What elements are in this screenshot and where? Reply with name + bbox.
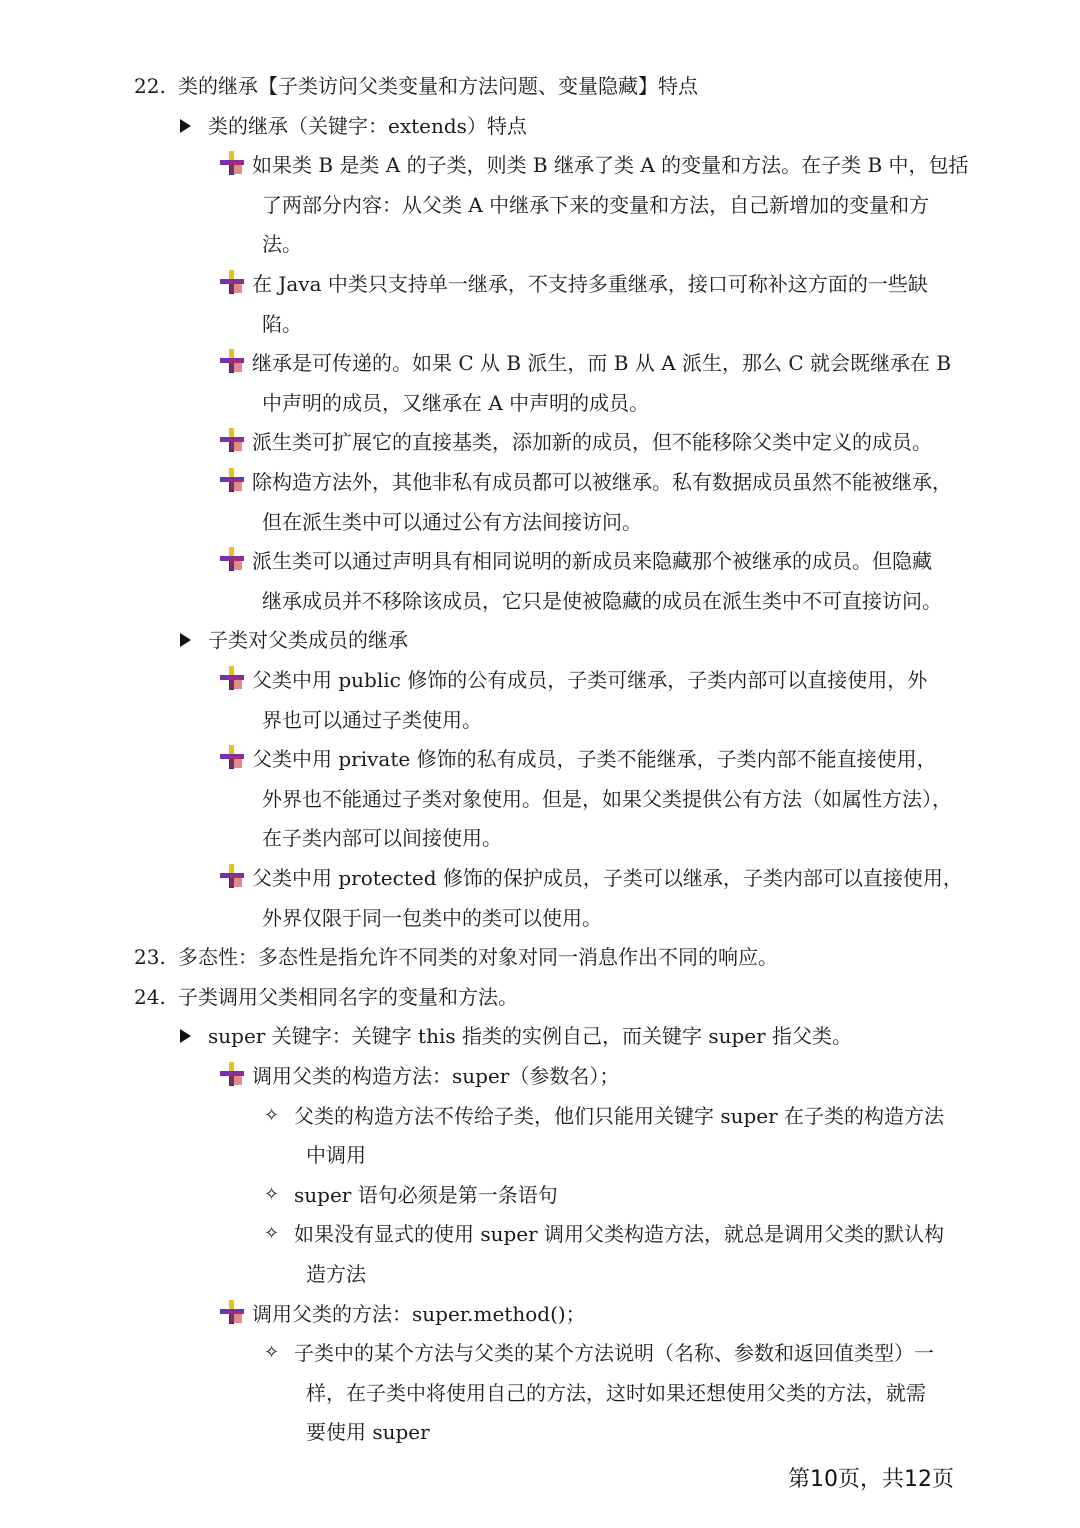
subsection-title: super 关键字：关键字 this 指类的实例自己，而关键字 super 指父类。 — [208, 1024, 853, 1049]
list-item-line: 界也可以通过子类使用。 — [262, 707, 482, 732]
colored-cross-icon — [220, 864, 244, 888]
list-item-line: 派生类可扩展它的直接基类，添加新的成员，但不能移除父类中定义的成员。 — [252, 430, 932, 455]
list-item-line: 外界也不能通过子类对象使用。但是，如果父类提供公有方法（如属性方法）， — [262, 786, 952, 811]
subsection-title: 类的继承（关键字：extends）特点 — [208, 113, 527, 138]
triangle-arrow-icon — [180, 1016, 191, 1056]
diamond-star-icon: ✧ — [264, 1223, 280, 1245]
list-item-line: 中声明的成员，又继承在 A 中声明的成员。 — [262, 390, 650, 415]
list-item-line: 在 Java 中类只支持单一继承，不支持多重继承，接口可称补这方面的一些缺 — [252, 272, 928, 296]
colored-cross-icon — [220, 1062, 244, 1086]
colored-cross-icon — [220, 1300, 244, 1324]
list-item-line: 继承是可传递的。如果 C 从 B 派生，而 B 从 A 派生，那么 C 就会既继承在 B — [252, 351, 952, 376]
colored-cross-icon — [220, 547, 244, 571]
list-item-line: 了两部分内容：从父类 A 中继承下来的变量和方法，自己新增加的变量和方 — [262, 192, 930, 217]
section-title: 多态性：多态性是指允许不同类的对象对同一消息作出不同的响应。 — [178, 945, 778, 970]
sub-item-line: super 语句必须是第一条语句 — [294, 1182, 558, 1207]
list-item-line: 外界仅限于同一包类中的类可以使用。 — [262, 905, 602, 930]
colored-cross-icon — [220, 270, 244, 294]
triangle-arrow-icon — [180, 620, 191, 660]
colored-cross-icon — [220, 151, 244, 175]
list-item-line: 调用父类的方法：super.method()； — [252, 1301, 586, 1326]
colored-cross-icon — [220, 745, 244, 769]
list-item-line: 父类中用 public 修饰的公有成员，子类可继承，子类内部可以直接使用，外 — [252, 668, 928, 692]
list-item-line: 继承成员并不移除该成员，它只是使被隐藏的成员在派生类中不可直接访问。 — [262, 588, 942, 613]
list-item-line: 但在派生类中可以通过公有方法间接访问。 — [262, 509, 642, 534]
sub-item-line: 造方法 — [306, 1262, 366, 1286]
triangle-arrow-icon — [180, 106, 191, 146]
colored-cross-icon — [220, 666, 244, 690]
sub-item-line: 样，在子类中将使用自己的方法，这时如果还想使用父类的方法，就需 — [306, 1380, 926, 1405]
section-title: 类的继承【子类访问父类变量和方法问题、变量隐藏】特点 — [178, 74, 698, 98]
list-item-line: 父类中用 private 修饰的私有成员，子类不能继承，子类内部不能直接使用， — [252, 747, 937, 772]
diamond-star-icon: ✧ — [264, 1104, 280, 1126]
list-item-line: 除构造方法外，其他非私有成员都可以被继承。私有数据成员虽然不能被继承， — [252, 470, 952, 494]
list-item-line: 父类中用 protected 修饰的保护成员，子类可以继承，子类内部可以直接使用， — [252, 866, 963, 890]
section-number: 24. — [134, 984, 166, 1009]
colored-cross-icon — [220, 428, 244, 452]
list-item-line: 法。 — [262, 232, 302, 257]
section-title: 子类调用父类相同名字的变量和方法。 — [178, 984, 518, 1009]
section-number: 22. — [134, 74, 166, 98]
list-item-line: 调用父类的构造方法：super（参数名）； — [252, 1064, 620, 1088]
colored-cross-icon — [220, 468, 244, 492]
diamond-star-icon: ✧ — [264, 1183, 280, 1205]
sub-item-line: 父类的构造方法不传给子类，他们只能用关键字 super 在子类的构造方法 — [294, 1103, 945, 1128]
diamond-star-icon: ✧ — [264, 1342, 280, 1364]
page-footer: 第10页，共12页 — [788, 1467, 954, 1492]
sub-item-line: 如果没有显式的使用 super 调用父类构造方法，就总是调用父类的默认构 — [294, 1222, 945, 1247]
colored-cross-icon — [220, 349, 244, 373]
sub-item-line: 子类中的某个方法与父类的某个方法说明（名称、参数和返回值类型）一 — [294, 1341, 934, 1366]
sub-item-line: 中调用 — [306, 1143, 366, 1168]
list-item-line: 如果类 B 是类 A 的子类，则类 B 继承了类 A 的变量和方法。在子类 B 中，包括 — [252, 153, 969, 178]
list-item-line: 在子类内部可以间接使用。 — [262, 826, 502, 851]
section-number: 23. — [134, 945, 166, 970]
subsection-title: 子类对父类成员的继承 — [208, 628, 408, 653]
list-item-line: 陷。 — [262, 311, 302, 336]
sub-item-line: 要使用 super — [306, 1420, 430, 1445]
list-item-line: 派生类可以通过声明具有相同说明的新成员来隐藏那个被继承的成员。但隐藏 — [252, 549, 932, 574]
